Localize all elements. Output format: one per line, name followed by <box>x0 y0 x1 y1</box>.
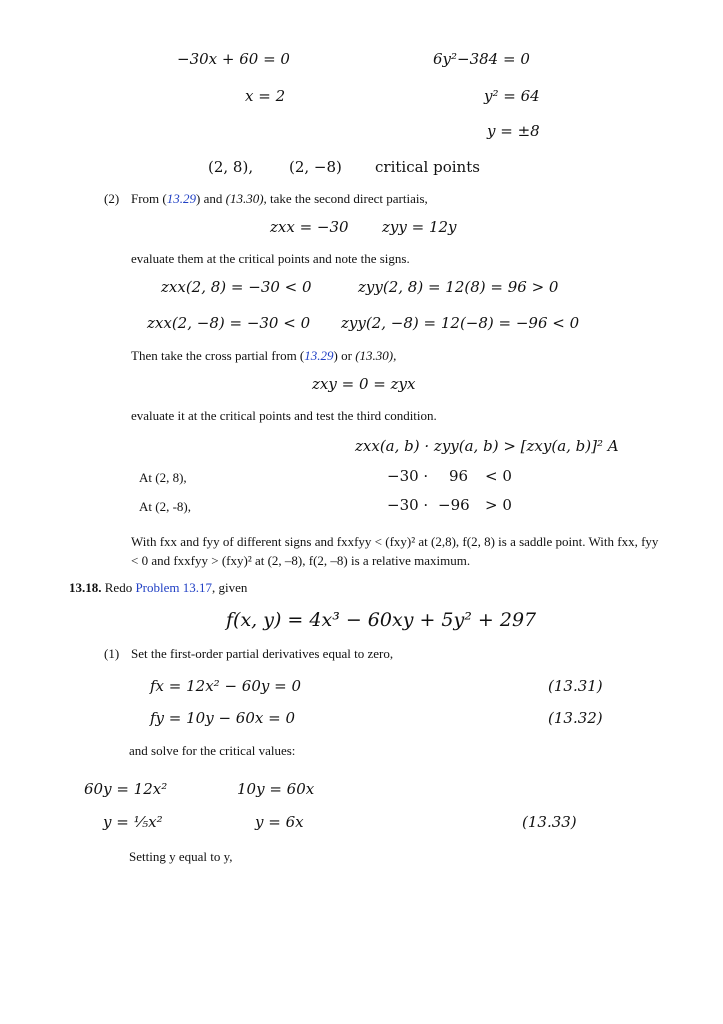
step-2-text: From (13.29) and (13.30), take the second direct partiais, <box>131 191 428 206</box>
critical-point-2: (2, −8) <box>289 158 342 176</box>
at-2-neg8-zyy: −96 <box>438 496 470 514</box>
solve-eq-2-right: y = 6x <box>255 813 304 831</box>
ref-13-29-link-2[interactable]: 13.29 <box>304 348 334 363</box>
at-2-8-label: At (2, 8), <box>139 470 187 485</box>
eval-zyy-2-8: zyy(2, 8) = 12(8) = 96 > 0 <box>358 278 559 296</box>
equation-x: −30x + 60 = 0 <box>177 50 290 68</box>
evaluate-text: evaluate them at the critical points and note the signs. <box>131 251 410 266</box>
problem-heading: 13.18. Redo Problem 13.17, given <box>69 580 248 595</box>
second-partial-zyy: zyy = 12y <box>382 218 457 236</box>
critical-points-label: critical points <box>375 158 480 176</box>
at-2-neg8-label: At (2, -8), <box>139 499 191 514</box>
fy-equation-ref: (13.32) <box>548 709 603 727</box>
solve-eq-2-left: y = ⅕x² <box>103 813 163 831</box>
eval-zyy-2-neg8: zyy(2, −8) = 12(−8) = −96 < 0 <box>341 314 580 332</box>
solve-eq-1-right: 10y = 60x <box>237 780 315 798</box>
solve-eq-ref: (13.33) <box>522 813 577 831</box>
equation-y: 6y²−384 = 0 <box>433 50 530 68</box>
eval-zxx-2-neg8: zxx(2, −8) = −30 < 0 <box>147 314 311 332</box>
step-1-number: (1) <box>104 646 120 661</box>
fx-equation: fx = 12x² − 60y = 0 <box>150 677 301 695</box>
at-2-8-result: < 0 <box>485 467 512 485</box>
step-2-number: (2) <box>104 191 120 206</box>
conclusion-line-2: < 0 and fxxfyy > (fxy)² at (2, –8), f(2, –8) is a relative maximum. <box>131 553 471 568</box>
at-2-8-zxx: −30 · <box>387 467 429 485</box>
at-2-8-zyy: 96 <box>449 467 469 485</box>
critical-point-1: (2, 8), <box>208 158 254 176</box>
solve-eq-1-left: 60y = 12x² <box>84 780 168 798</box>
problem-13-17-link[interactable]: Problem 13.17 <box>135 580 213 595</box>
setting-text: Setting y equal to y, <box>129 849 233 864</box>
cross-partial-eq: zxy = 0 = zyx <box>312 375 416 393</box>
fy-equation: fy = 10y − 60x = 0 <box>150 709 295 727</box>
at-2-neg8-result: > 0 <box>485 496 512 514</box>
function-definition: f(x, y) = 4x³ − 60xy + 5y² + 297 <box>226 609 537 631</box>
step-1-text: Set the first-order partial derivatives equal to zero, <box>131 646 394 661</box>
third-condition-text: evaluate it at the critical points and test the third condition. <box>131 408 437 423</box>
y-squared: y² = 64 <box>484 87 540 105</box>
eval-zxx-2-8: zxx(2, 8) = −30 < 0 <box>161 278 312 296</box>
solution-x: x = 2 <box>245 87 286 105</box>
problem-number: 13.18. <box>69 580 102 595</box>
ref-13-29-link[interactable]: 13.29 <box>166 191 196 206</box>
second-partial-zxx: zxx = −30 <box>270 218 349 236</box>
cross-partial-text: Then take the cross partial from (13.29) or (13.30), <box>131 348 397 363</box>
third-condition-inequality: zxx(a, b) · zyy(a, b) > [zxy(a, b)]² A <box>355 437 619 455</box>
at-2-neg8-zxx: −30 · <box>387 496 429 514</box>
solution-y: y = ±8 <box>487 122 540 140</box>
fx-equation-ref: (13.31) <box>548 677 603 695</box>
solve-text: and solve for the critical values: <box>129 743 296 758</box>
conclusion-line-1: With fxx and fyy of different signs and fxxfyy < (fxy)² at (2,8), f(2, 8) is a saddle point. With fxx, fyy <box>131 534 659 549</box>
